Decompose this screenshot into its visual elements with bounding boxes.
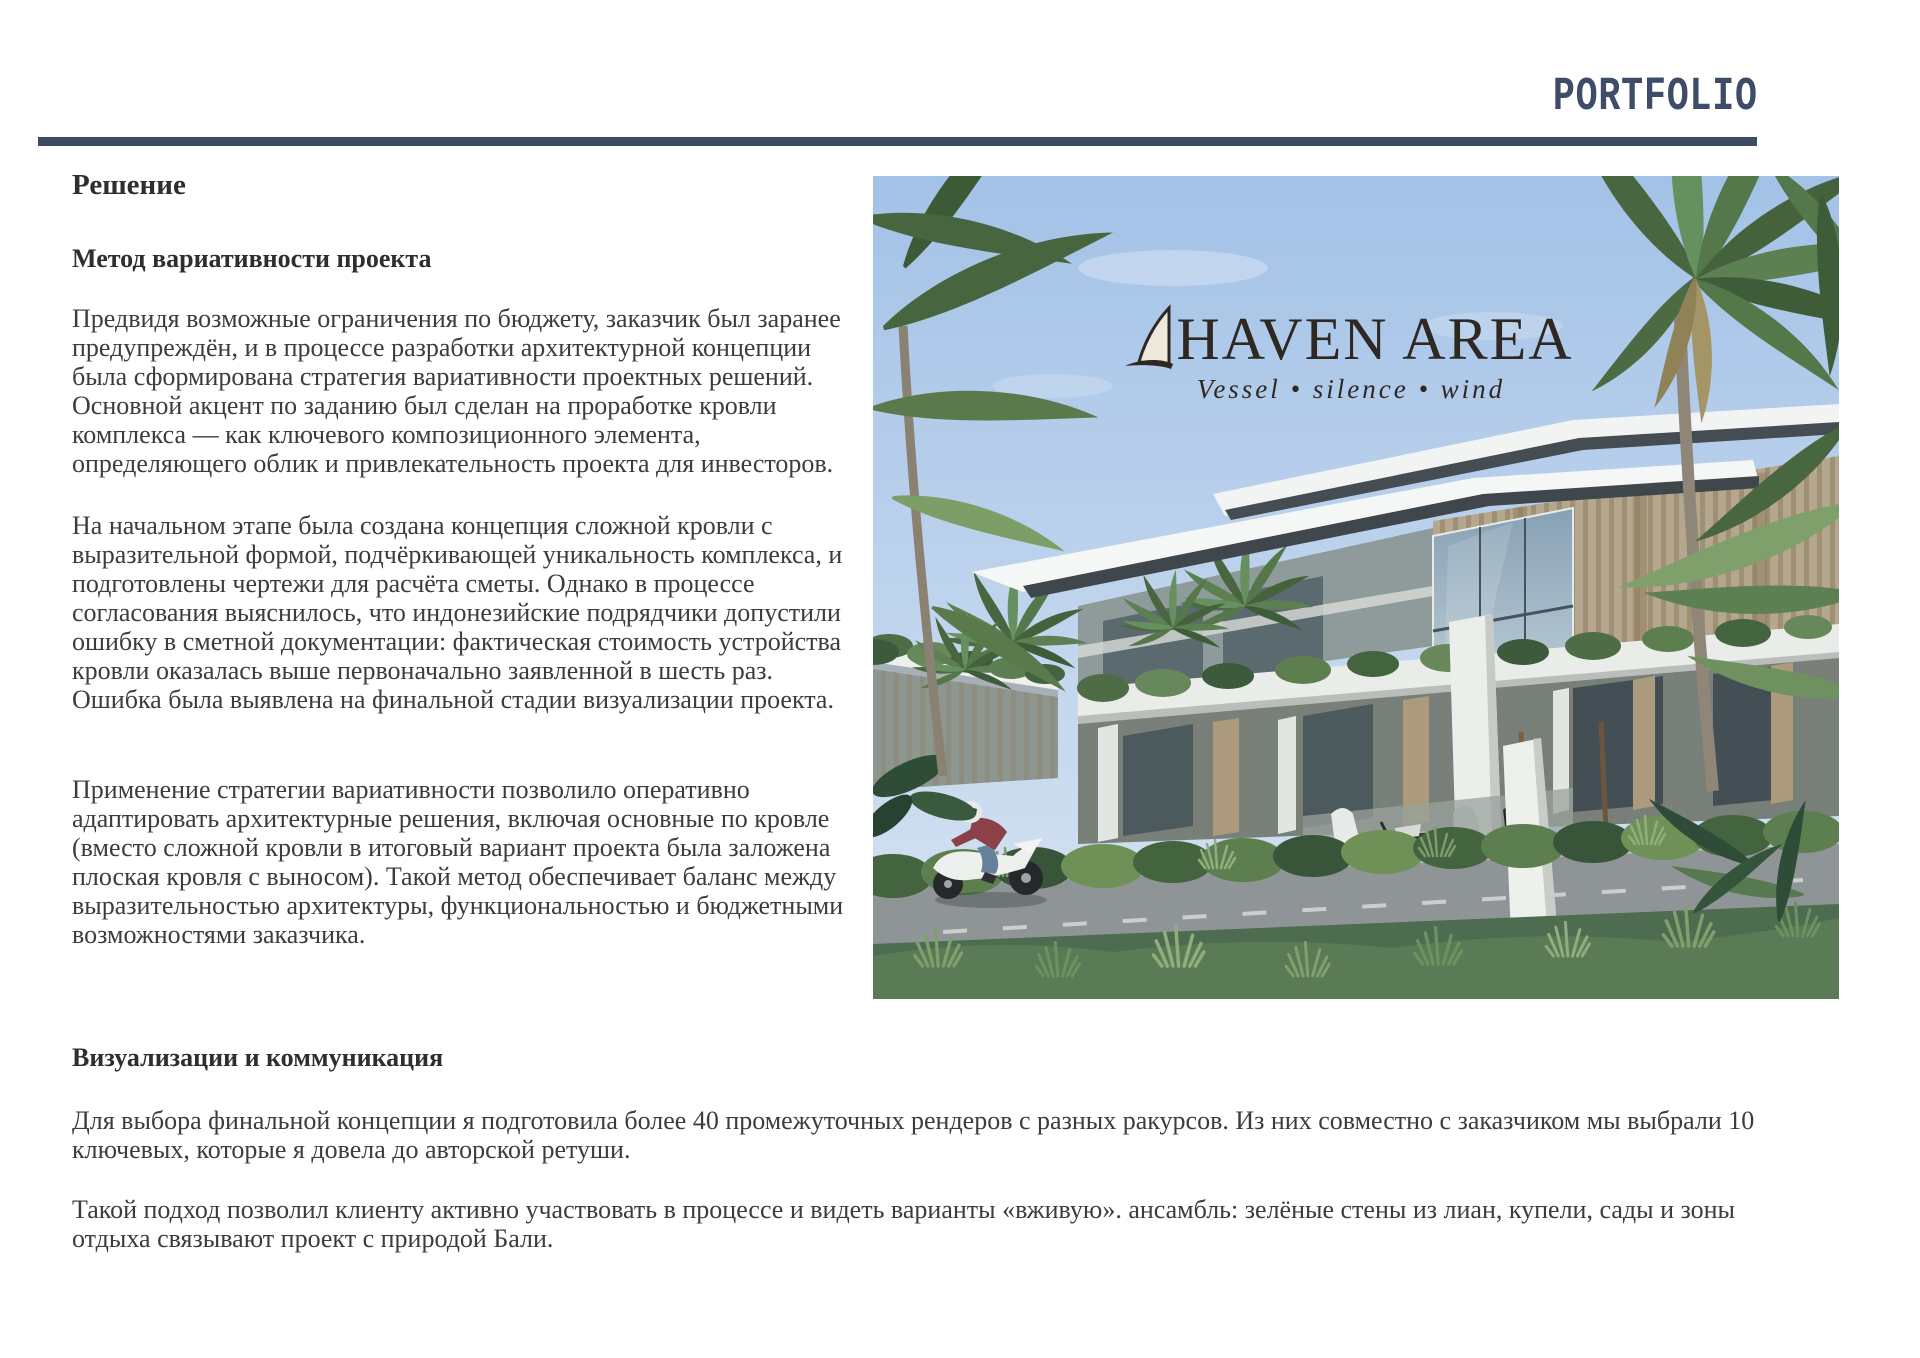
logo-wordmark: HAVEN AREA [1176,306,1574,372]
visuals-heading: Визуализации и коммуникация [72,1043,444,1072]
solution-paragraph-1: Предвидя возможные ограничения по бюджету, заказчик был заранее предупреждён, и в процессе разработки архитектурной концепции была сформирована стратегия вариативности проектных решений. Основной акцент по заданию был сделан на проработке кровли комплекса — как ключевого композиционного элемента, определяющего облик и привлекательность проекта для инвесторов. [72,304,841,478]
project-render-image [873,176,1839,999]
solution-method-heading: Метод вариативности проекта [72,244,432,273]
solution-section [72,168,850,982]
solution-paragraph-2: На начальном этапе была создана концепция сложной кровли с выразительной формой, подчёркивающей уникальность комплекса, и подготовлены чертежи для расчёта сметы. Однако в процессе согласования выяснилось, что индонезийские подрядчики допустили ошибку в сметной документации: фактическая стоимость устройства кровли оказалась выше первоначально заявленной в шесть раз. Ошибка была выявлена на финальной стадии визуализации проекта. [72,511,843,714]
visuals-section [72,1043,1812,1284]
solution-title: Решение [72,169,186,201]
header-rule [38,137,1757,146]
logo-tagline: Vessel • silence • wind [1196,374,1506,404]
visuals-paragraph-2: Такой подход позволил клиенту активно участвовать в процессе и видеть варианты «вживую». ансамбль: зелёные стены из лиан, купели, сады и зоны отдыха связывают проект с природой Бали. [72,1195,1735,1253]
page-brand: PORTFOLIO [1552,71,1758,124]
solution-paragraph-3: Применение стратегии вариативности позволило оперативно адаптировать архитектурные решения, включая основные по кровле (вместо сложной кровли в итоговый вариант проекта была заложена плоская кровля с выносом). Такой метод обеспечивает баланс между выразительностью архитектуры, функциональностью и бюджетными возможностями заказчика. [72,775,844,949]
visuals-paragraph-1: Для выбора финальной концепции я подготовила более 40 промежуточных рендеров с разных ракурсов. Из них совместно с заказчиком мы выбрали 10 ключевых, которые я довела до авторской ретуши. [72,1106,1755,1164]
